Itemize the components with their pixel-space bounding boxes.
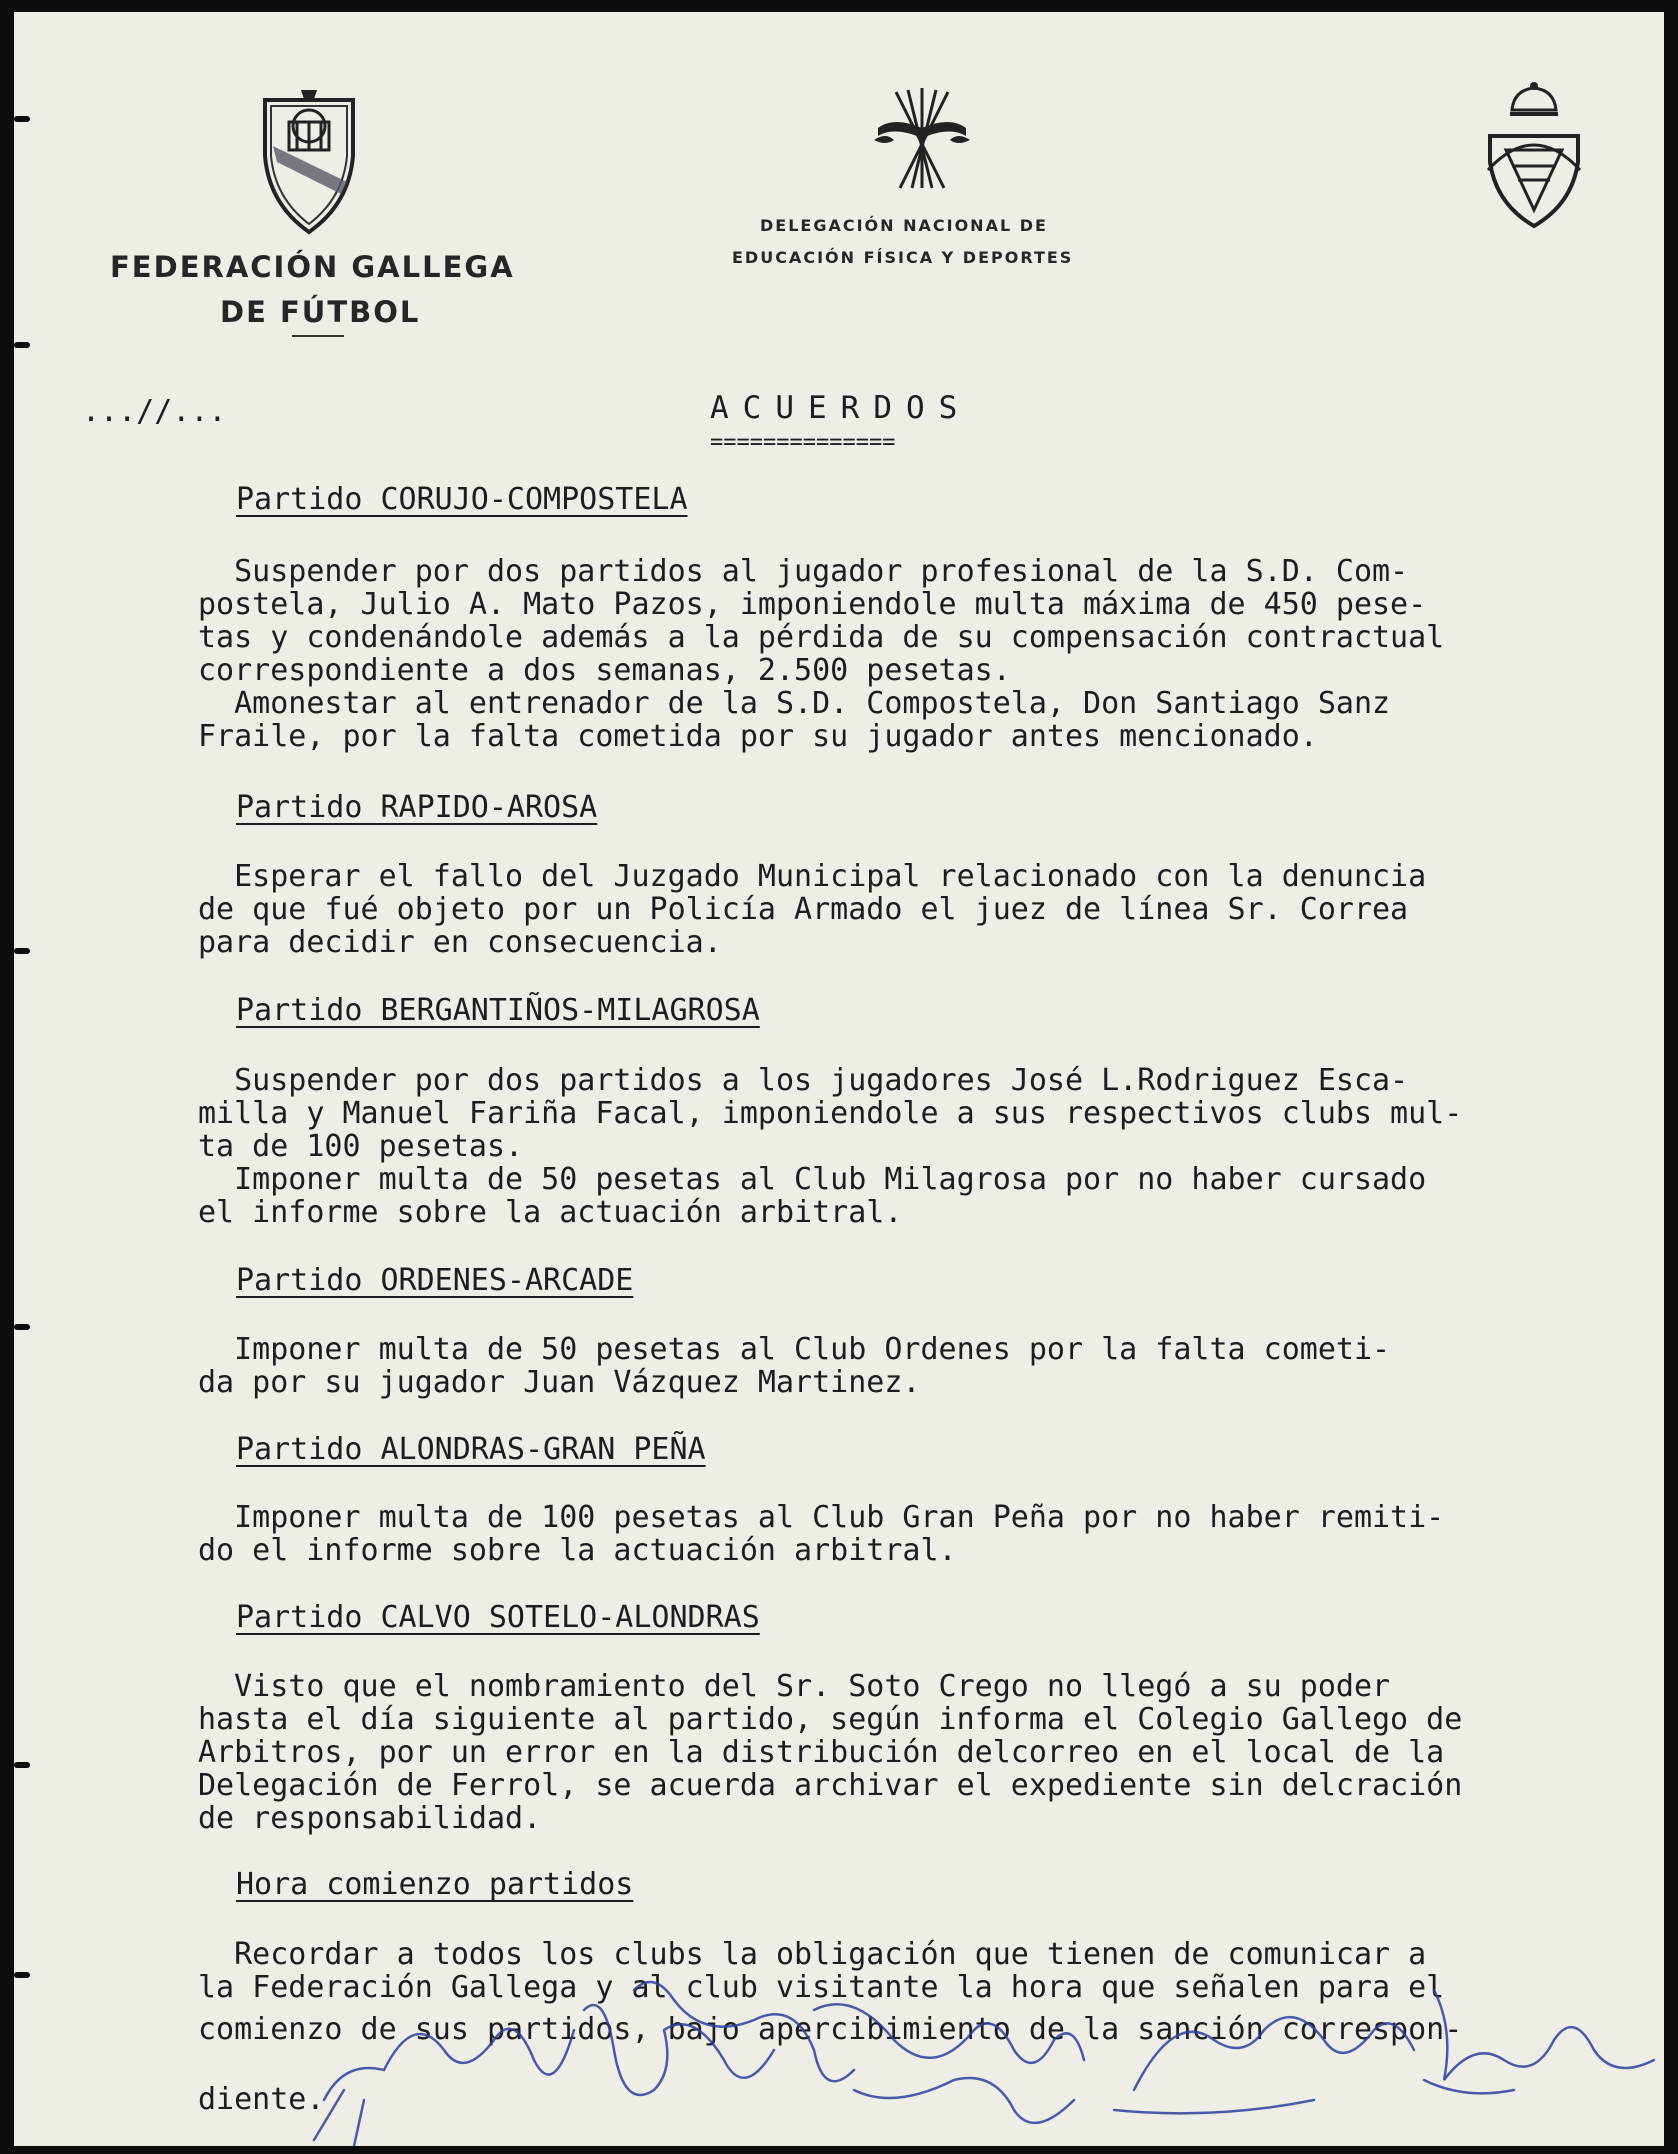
federation-shield-icon <box>261 86 357 236</box>
signature-5 <box>1424 1990 1654 2093</box>
text-line: el informe sobre la actuación arbitral. <box>198 1195 903 1230</box>
page-continuation-marker: ...//... <box>82 394 227 429</box>
federation-name-line1: FEDERACIÓN GALLEGA <box>110 250 515 284</box>
signature-3 <box>814 2004 1084 2123</box>
document-title: ACUERDOS <box>710 390 972 426</box>
signature-2 <box>584 1982 854 2095</box>
delegation-name-line1: DELEGACIÓN NACIONAL DE <box>760 216 1048 235</box>
text-line: diente. <box>198 2082 325 2117</box>
binding-hole <box>14 1762 30 1768</box>
section-heading-corujo-compostela: Partido CORUJO-COMPOSTELA <box>236 482 688 517</box>
text-line: Esperar el fallo del Juzgado Municipal relacionado con la denuncia <box>198 859 1427 894</box>
binding-hole <box>14 1324 30 1330</box>
binding-hole <box>14 116 30 122</box>
signatures-area <box>254 1950 1664 2146</box>
document-page <box>14 12 1664 2146</box>
text-line: comienzo de sus partidos, bajo apercibimiento de la sanción correspon- <box>198 2012 1463 2047</box>
binding-hole <box>14 342 30 348</box>
federation-divider <box>292 335 344 337</box>
section-heading-rapido-arosa: Partido RAPIDO-AROSA <box>236 790 598 825</box>
text-line: Delegación de Ferrol, se acuerda archivar el expediente sin delcración <box>198 1768 1463 1803</box>
text-line: Imponer multa de 100 pesetas al Club Gran Peña por no haber remiti- <box>198 1500 1445 1535</box>
text-line: correspondiente a dos semanas, 2.500 pesetas. <box>198 653 1011 688</box>
section-heading-alondras-gran-pena: Partido ALONDRAS-GRAN PEÑA <box>236 1432 706 1467</box>
section-heading-hora-comienzo: Hora comienzo partidos <box>236 1867 634 1902</box>
text-line: de responsabilidad. <box>198 1801 542 1836</box>
text-line: milla y Manuel Fariña Facal, imponiendole a sus respectivos clubs mul- <box>198 1096 1463 1131</box>
section-heading-calvo-sotelo-alondras: Partido CALVO SOTELO-ALONDRAS <box>236 1600 760 1635</box>
text-line: tas y condenándole además a la pérdida de su compensación contractual <box>198 620 1445 655</box>
text-line: da por su jugador Juan Vázquez Martinez. <box>198 1365 921 1400</box>
yoke-and-arrows-emblem-icon <box>874 84 970 192</box>
text-line: ta de 100 pesetas. <box>198 1129 524 1164</box>
binding-hole <box>14 1972 30 1978</box>
section-heading-bergantinos-milagrosa: Partido BERGANTIÑOS-MILAGROSA <box>236 993 760 1028</box>
text-line: Visto que el nombramiento del Sr. Soto Crego no llegó a su poder <box>198 1669 1391 1704</box>
text-line: Imponer multa de 50 pesetas al Club Milagrosa por no haber cursado <box>198 1162 1427 1197</box>
section-heading-ordenes-arcade: Partido ORDENES-ARCADE <box>236 1263 634 1298</box>
text-line: Fraile, por la falta cometida por su jugador antes mencionado. <box>198 719 1318 754</box>
signature-1 <box>314 2029 574 2146</box>
delegation-name-line2: EDUCACIÓN FÍSICA Y DEPORTES <box>732 248 1074 267</box>
text-line: hasta el día siguiente al partido, según informa el Colegio Gallego de <box>198 1702 1463 1737</box>
text-line: de que fué objeto por un Policía Armado el juez de línea Sr. Correa <box>198 892 1409 927</box>
text-line: Suspender por dos partidos al jugador profesional de la S.D. Com- <box>198 554 1409 589</box>
federation-name-line2: DE FÚTBOL <box>220 295 421 329</box>
text-line: para decidir en consecuencia. <box>198 925 722 960</box>
text-line: do el informe sobre la actuación arbitral. <box>198 1533 957 1568</box>
crowned-crest-icon <box>1482 80 1586 230</box>
title-underline: ============== <box>710 430 896 455</box>
text-line: Amonestar al entrenador de la S.D. Compostela, Don Santiago Sanz <box>198 686 1391 721</box>
text-line: la Federación Gallega y al club visitante la hora que señalen para el <box>198 1970 1445 2005</box>
text-line: Suspender por dos partidos a los jugadores José L.Rodriguez Esca- <box>198 1063 1409 1098</box>
text-line: Recordar a todos los clubs la obligación que tienen de comunicar a <box>198 1937 1427 1972</box>
binding-hole <box>14 948 30 954</box>
signature-4 <box>1114 2017 1414 2113</box>
text-line: postela, Julio A. Mato Pazos, imponiendole multa máxima de 450 pese- <box>198 587 1427 622</box>
text-line: Arbitros, por un error en la distribución delcorreo en el local de la <box>198 1735 1445 1770</box>
text-line: Imponer multa de 50 pesetas al Club Ordenes por la falta cometi- <box>198 1332 1391 1367</box>
